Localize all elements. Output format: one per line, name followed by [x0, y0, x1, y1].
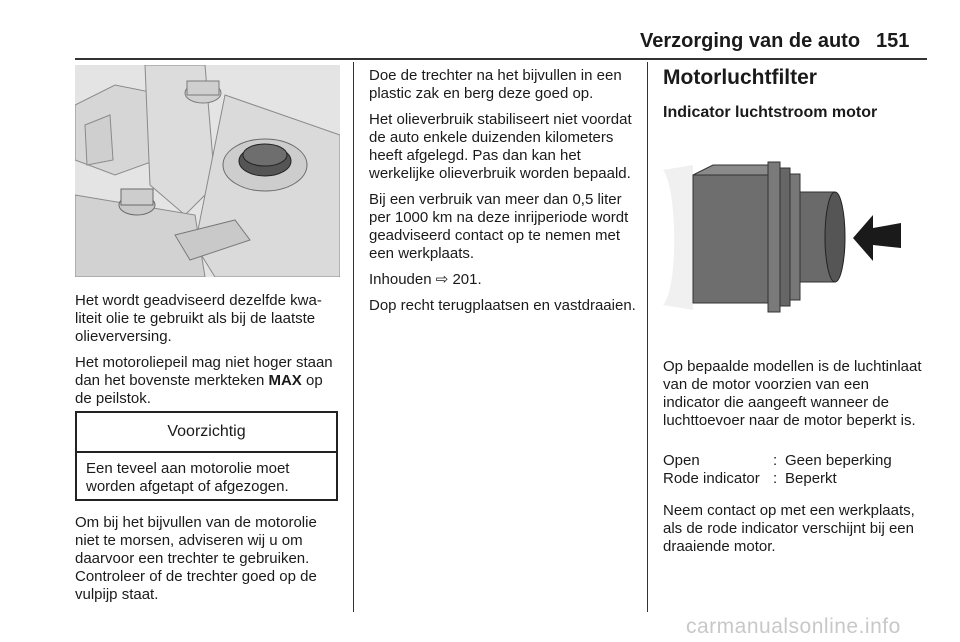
table-row	[663, 452, 892, 470]
text: Het motoroliepeil mag niet hoger staan dan het bovenste merkteken	[75, 354, 333, 389]
column-divider-2	[647, 62, 648, 612]
table-row	[663, 470, 892, 488]
caution-title: Voorzichtig	[77, 413, 336, 453]
status-key: Open	[663, 452, 700, 469]
section-heading: Motorluchtfilter	[663, 66, 817, 89]
max-mark-label: MAX	[268, 372, 302, 389]
paragraph: Neem contact op met een werkplaats, als de rode indicator verschijnt bij een draaiende motor.	[663, 502, 915, 555]
paragraph	[75, 354, 343, 408]
paragraph: Om bij het bijvullen van de motorolie niet te morsen, adviseren wij u om daarvoor een trechter te gebruiken. Controleer of de trechter goed op de vulpijp staat.	[75, 514, 317, 603]
watermark: carmanualsonline.info	[686, 615, 901, 638]
page-title: Verzorging van de auto	[640, 30, 861, 52]
engine-oil-cap-illustration	[75, 65, 340, 277]
text: op de peilstok.	[75, 372, 323, 407]
caution-box	[75, 411, 338, 501]
air-flow-indicator-illustration	[663, 130, 927, 343]
status-value: Geen beperking	[785, 452, 892, 469]
paragraph: Op bepaalde modellen is de luchtinlaat van de motor voorzien van een indicator die aangeeft wanneer de luchttoevoer naar de motor beperkt is.	[663, 358, 922, 429]
page-number: 151	[876, 30, 910, 52]
paragraph: Het wordt geadviseerd dezelfde kwaliteit olie te gebruikt als bij de laatste olieverversing.	[75, 292, 322, 345]
caution-body: Een teveel aan motorolie moet worden afgetapt of afgezogen.	[86, 460, 290, 495]
paragraph: Bij een verbruik van meer dan 0,5 liter per 1000 km na deze inrijperiode wordt geadviseerd contact op te nemen met een werkplaats.	[369, 191, 629, 262]
paragraph: Doe de trechter na het bijvullen in een plastic zak en berg deze goed op.	[369, 67, 622, 102]
separator: :	[773, 470, 778, 487]
paragraph: Inhouden ⇨ 201.	[369, 271, 482, 288]
separator: :	[773, 452, 778, 469]
status-value: Beperkt	[785, 470, 837, 487]
section-subheading: Indicator luchtstroom motor	[663, 104, 878, 121]
paragraph: Dop recht terugplaatsen en vastdraaien.	[369, 297, 636, 314]
column-divider-1	[353, 62, 354, 612]
header-rule	[75, 58, 927, 60]
status-key: Rode indicator	[663, 470, 760, 487]
paragraph: Het olieverbruik stabiliseert niet voordat de auto enkele duizenden kilometers heeft afgelegd. Pas dan kan het werkelijke olieverbruik worden bepaald.	[369, 111, 632, 182]
indicator-status-table	[663, 452, 892, 488]
